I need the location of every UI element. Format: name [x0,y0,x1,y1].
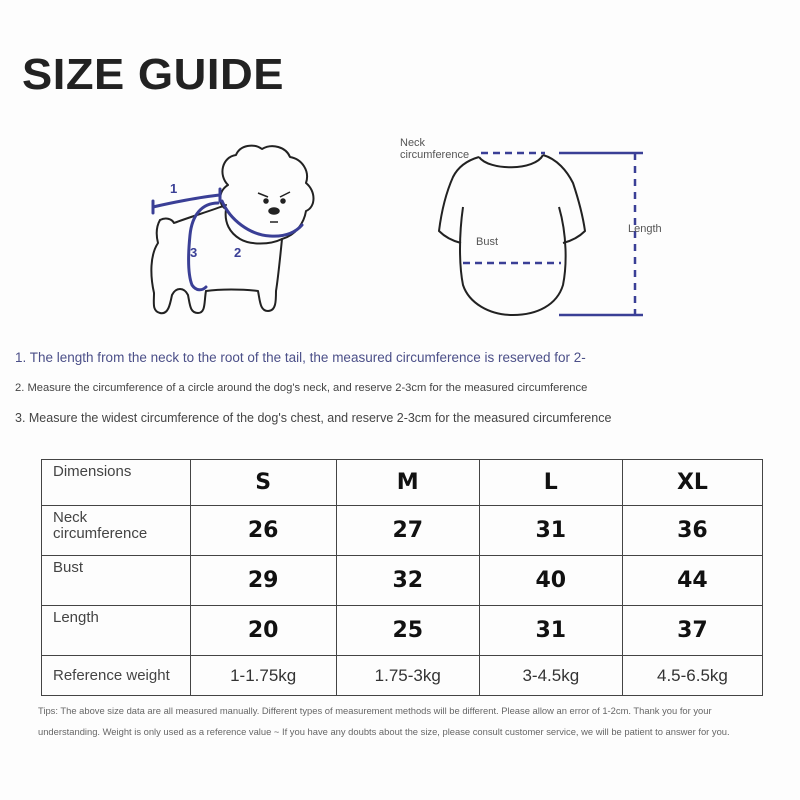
table-cell: 4.5-6.5kg [622,656,762,696]
header-size-s: S [190,460,336,506]
marker-1: 1 [170,181,178,196]
table-cell: 27 [336,506,479,556]
table-row-bust [42,556,763,606]
table-cell: 20 [190,606,336,656]
table-cell: 31 [479,506,622,556]
table-header-row [42,460,763,506]
marker-3: 3 [190,245,198,260]
instruction-3: 3. Measure the widest circumference of the dog's chest, and reserve 2-3cm for the measured circumference [15,411,612,425]
size-table [41,459,763,696]
table-row-weight [42,656,763,696]
table-cell: 32 [336,556,479,606]
table-row-length [42,606,763,656]
dog-measurement-diagram [130,135,330,325]
header-size-xl: XL [622,460,762,506]
table-cell: 3-4.5kg [479,656,622,696]
row-label-length: Length [42,606,191,656]
tips-text: Tips: The above size data are all measured manually. Different types of measurement methods will be different. Please allow an error of 1-2cm. Thank you for your understanding. Weight is only used as a reference value ~ If you have any doubts about the size, please consult customer service, we will be patient to answer for you. [38,705,730,737]
row-label-weight: Reference weight [42,656,191,696]
dog-illustration-icon [130,135,330,325]
table-row-neck [42,506,763,556]
marker-2: 2 [234,245,242,260]
header-dimensions: Dimensions [42,460,191,506]
bust-label: Bust [476,236,499,248]
table-cell: 37 [622,606,762,656]
table-cell: 1.75-3kg [336,656,479,696]
shirt-measurement-diagram [395,135,685,325]
row-label-bust: Bust [42,556,191,606]
header-size-m: M [336,460,479,506]
neck-circumference-label: Neck circumference [400,137,470,161]
table-cell: 25 [336,606,479,656]
table-cell: 44 [622,556,762,606]
header-size-l: L [479,460,622,506]
table-cell: 36 [622,506,762,556]
table-cell: 40 [479,556,622,606]
row-label-neck: Neck circumference [42,506,191,556]
instruction-2: 2. Measure the circumference of a circle around the dog's neck, and reserve 2-3cm for the measured circumference [15,382,588,394]
instruction-1: 1. The length from the neck to the root of the tail, the measured circumference is reserved for 2- [15,350,586,365]
table-cell: 1-1.75kg [190,656,336,696]
table-cell: 31 [479,606,622,656]
page-title: SIZE GUIDE [22,50,285,99]
table-cell: 26 [190,506,336,556]
length-label: Length [628,223,662,235]
table-cell: 29 [190,556,336,606]
